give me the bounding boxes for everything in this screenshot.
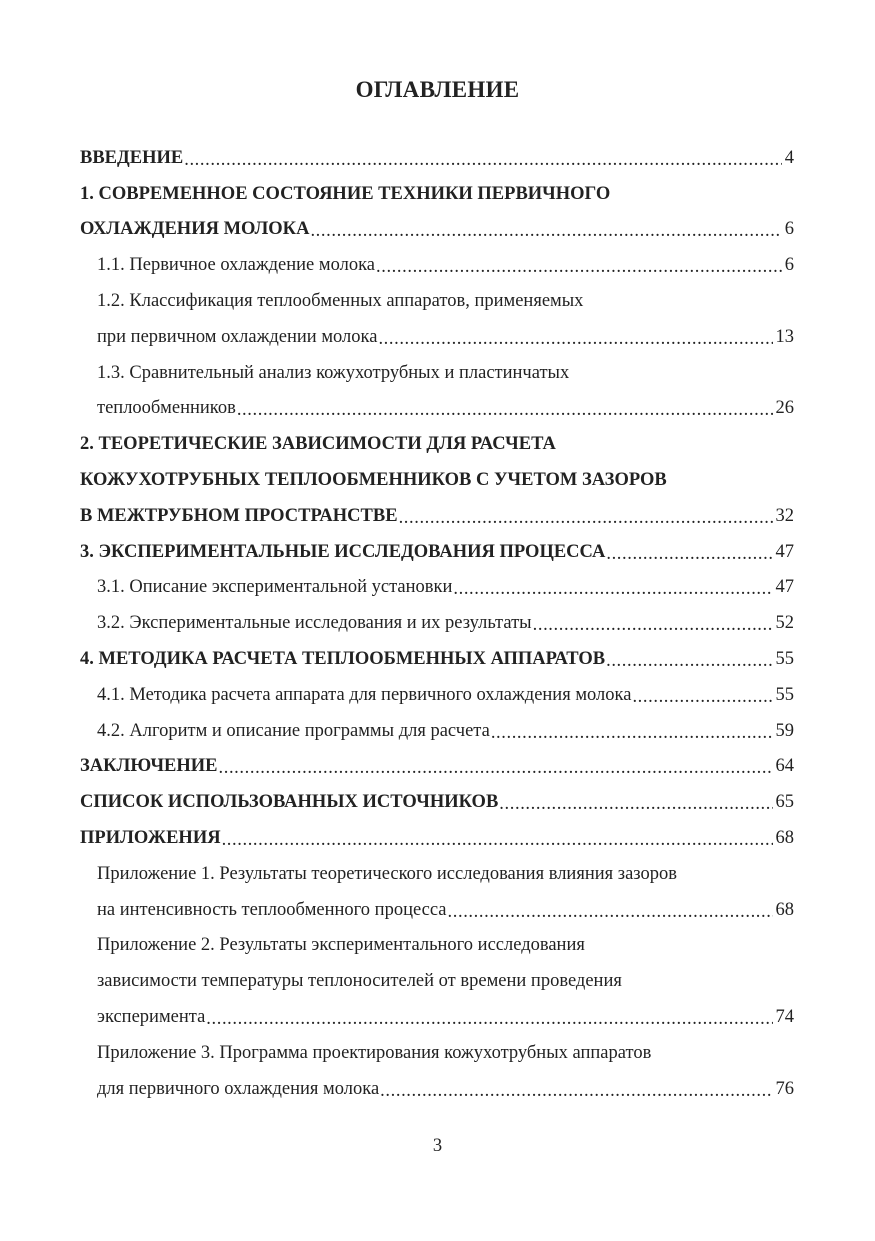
toc-entry-page: 47 xyxy=(775,577,794,598)
toc-entry-title: 1. СОВРЕМЕННОЕ СОСТОЯНИЕ ТЕХНИКИ ПЕРВИЧНОГО xyxy=(80,183,611,204)
toc-entry-section-4-2 xyxy=(80,713,794,749)
toc-entry-title: Приложение 1. Результаты теоретического исследования влияния зазоров xyxy=(97,863,677,884)
toc-entry-title: Приложение 3. Программа проектирования кожухотрубных аппаратов xyxy=(97,1042,652,1063)
dot-leader xyxy=(453,578,772,600)
toc-entry-title: ЗАКЛЮЧЕНИЕ xyxy=(80,756,218,777)
toc-entry-page: 6 xyxy=(784,219,794,240)
toc-entry-title: СПИСОК ИСПОЛЬЗОВАННЫХ ИСТОЧНИКОВ xyxy=(80,792,499,813)
toc-entry-introduction xyxy=(80,140,794,176)
toc-entry-page: 68 xyxy=(775,828,794,849)
toc-entry-section-3-2 xyxy=(80,605,794,641)
dot-leader xyxy=(206,1008,772,1030)
toc-entry-appendix-3 xyxy=(80,1071,794,1107)
toc-entry-title: 3.2. Экспериментальные исследования и их результаты xyxy=(97,613,532,634)
dot-leader xyxy=(606,543,772,565)
toc-entry-page: 55 xyxy=(775,649,794,670)
page-title: ОГЛАВЛЕНИЕ xyxy=(355,77,520,102)
dot-leader xyxy=(399,507,773,529)
dot-leader xyxy=(378,328,772,350)
toc-entry-appendix-2 xyxy=(80,999,794,1035)
toc-entry-title: 4. МЕТОДИКА РАСЧЕТА ТЕПЛООБМЕННЫХ АППАРАТОВ xyxy=(80,649,606,670)
toc-entry-section-1-3-line xyxy=(80,355,794,391)
toc-entry-title: Приложение 2. Результаты экспериментального исследования xyxy=(97,935,585,956)
toc-entry-page: 64 xyxy=(775,756,794,777)
toc-entry-title: 3. ЭКСПЕРИМЕНТАЛЬНЫЕ ИССЛЕДОВАНИЯ ПРОЦЕССА xyxy=(80,541,606,562)
toc-entry-page: 55 xyxy=(775,684,794,705)
toc-entry-title: 1.2. Классификация теплообменных аппаратов, применяемых xyxy=(97,291,584,312)
toc-entry-page: 32 xyxy=(775,505,794,526)
toc-entry-page: 47 xyxy=(775,541,794,562)
dot-leader xyxy=(448,901,773,923)
toc-entry-appendix-2-line xyxy=(80,963,794,999)
toc-entry-title: эксперимента xyxy=(97,1007,206,1028)
toc-entry-title: 2. ТЕОРЕТИЧЕСКИЕ ЗАВИСИМОСТИ ДЛЯ РАСЧЕТА xyxy=(80,434,556,455)
toc-entry-chapter-1-line xyxy=(80,176,794,212)
toc-entry-title: 3.1. Описание экспериментальной установки xyxy=(97,577,453,598)
toc-entry-conclusion xyxy=(80,749,794,785)
toc-entry-title: 4.2. Алгоритм и описание программы для расчета xyxy=(97,720,490,741)
toc-entry-appendix-3-line xyxy=(80,1035,794,1071)
toc-entry-title: 4.1. Методика расчета аппарата для первичного охлаждения молока xyxy=(97,684,632,705)
dot-leader xyxy=(499,793,772,815)
dot-leader xyxy=(533,614,773,636)
dot-leader xyxy=(237,399,773,421)
dot-leader xyxy=(219,757,773,779)
toc-entry-chapter-2-line xyxy=(80,426,794,462)
dot-leader xyxy=(606,650,772,672)
toc-entry-chapter-2 xyxy=(80,498,794,534)
dot-leader xyxy=(376,256,782,278)
toc-entry-page: 26 xyxy=(775,398,794,419)
toc-entry-chapter-2-line xyxy=(80,462,794,498)
dot-leader xyxy=(184,149,782,171)
dot-leader xyxy=(222,829,773,851)
toc-entry-page: 68 xyxy=(775,899,794,920)
toc-entry-appendices xyxy=(80,820,794,856)
toc-entry-page: 74 xyxy=(775,1007,794,1028)
toc-entry-title: ПРИЛОЖЕНИЯ xyxy=(80,828,221,849)
toc-entry-appendix-1-line xyxy=(80,856,794,892)
toc-entry-page: 59 xyxy=(775,720,794,741)
dot-leader xyxy=(380,1080,772,1102)
toc-entry-section-1-2 xyxy=(80,319,794,355)
toc-entry-page: 4 xyxy=(784,147,794,168)
dot-leader xyxy=(310,220,781,242)
toc-entry-title: 1.3. Сравнительный анализ кожухотрубных и пластинчатых xyxy=(97,362,570,383)
toc-entry-title: на интенсивность теплообменного процесса xyxy=(97,899,447,920)
toc-entry-page: 6 xyxy=(784,255,794,276)
table-of-contents xyxy=(80,140,794,1107)
toc-entry-title: 1.1. Первичное охлаждение молока xyxy=(97,255,375,276)
toc-entry-title: теплообменников xyxy=(97,398,236,419)
toc-entry-title: при первичном охлаждении молока xyxy=(97,326,378,347)
toc-entry-page: 13 xyxy=(775,326,794,347)
toc-entry-title: ВВЕДЕНИЕ xyxy=(80,147,184,168)
toc-entry-section-1-1 xyxy=(80,247,794,283)
dot-leader xyxy=(632,686,772,708)
toc-entry-page: 76 xyxy=(775,1078,794,1099)
toc-entry-section-3-1 xyxy=(80,570,794,606)
toc-entry-appendix-2-line xyxy=(80,928,794,964)
toc-entry-section-4-1 xyxy=(80,677,794,713)
dot-leader xyxy=(491,722,773,744)
toc-entry-title: ОХЛАЖДЕНИЯ МОЛОКА xyxy=(80,219,310,240)
toc-entry-title: для первичного охлаждения молока xyxy=(97,1078,380,1099)
toc-entry-section-1-2-line xyxy=(80,283,794,319)
toc-entry-appendix-1 xyxy=(80,892,794,928)
toc-entry-title: зависимости температуры теплоносителей от времени проведения xyxy=(97,971,622,992)
toc-entry-chapter-1 xyxy=(80,212,794,248)
toc-entry-section-1-3 xyxy=(80,391,794,427)
toc-entry-chapter-4 xyxy=(80,641,794,677)
toc-entry-references xyxy=(80,784,794,820)
toc-entry-chapter-3 xyxy=(80,534,794,570)
toc-entry-title: КОЖУХОТРУБНЫХ ТЕПЛООБМЕННИКОВ С УЧЕТОМ ЗАЗОРОВ xyxy=(80,470,667,491)
page-number: 3 xyxy=(432,1136,443,1156)
toc-entry-title: В МЕЖТРУБНОМ ПРОСТРАНСТВЕ xyxy=(80,505,398,526)
toc-entry-page: 52 xyxy=(775,613,794,634)
toc-entry-page: 65 xyxy=(775,792,794,813)
